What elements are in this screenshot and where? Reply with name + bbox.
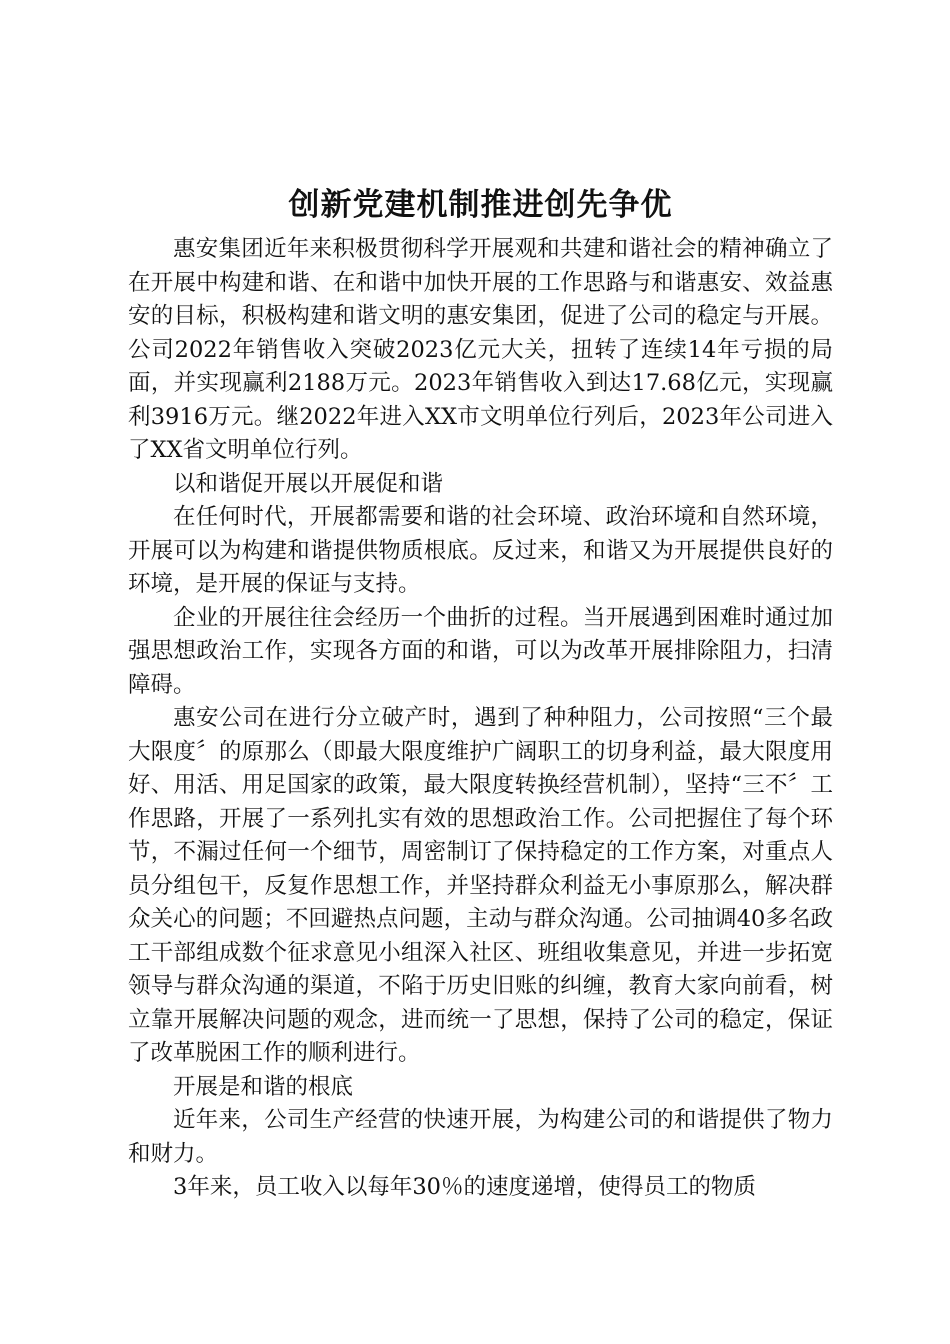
intro-paragraph: 惠安集团近年来积极贯彻科学开展观和共建和谐社会的精神确立了在开展中构建和谐、在和谐中加快开展的工作思路与和谐惠安、效益惠安的目标，积极构建和谐文明的惠安集团，促进了公司的稳定与开展。公司2022年销售收入突破2023亿元大关，扭转了连续14年亏损的局面，并实现赢利2188万元。2023年销售收入到达17.68亿元，实现赢利3916万元。继2022年进入XX市文明单位行列后，2023年公司进入了XX省文明单位行列。 [128, 236, 833, 463]
body-paragraph: 惠安公司在进行分立破产时，遇到了种种阻力，公司按照“三个最大限度〞的原那么（即最大限度维护广阔职工的切身利益，最大限度用好、用活、用足国家的政策，最大限度转换经营机制），坚持“三不〞工作思路，开展了一系列扎实有效的思想政治工作。公司把握住了每个环节，不漏过任何一个细节，周密制订了保持稳定的工作方案，对重点人员分组包干，反复作思想工作，并坚持群众利益无小事原那么，解决群众关心的问题；不回避热点问题，主动与群众沟通。公司抽调40多名政工干部组成数个征求意见小组深入社区、班组收集意见，并进一步拓宽领导与群众沟通的渠道，不陷于历史旧账的纠缠，教育大家向前看，树立靠开展解决问题的观念，进而统一了思想，保持了公司的稳定，保证了改革脱困工作的顺利进行。 [128, 705, 833, 1066]
document-page [128, 183, 833, 1205]
body-paragraph: 3年来，员工收入以每年30％的速度递增，使得员工的物质 [173, 1174, 756, 1200]
body-paragraph: 在任何时代，开展都需要和谐的社会环境、政治环境和自然环境，开展可以为构建和谐提供物质根底。反过来，和谐又为开展提供良好的环境，是开展的保证与支持。 [128, 504, 833, 597]
body-paragraph: 企业的开展往往会经历一个曲折的过程。当开展遇到困难时通过加强思想政治工作，实现各方面的和谐，可以为改革开展排除阻力，扫清障碍。 [128, 604, 833, 698]
body-paragraph: 近年来，公司生产经营的快速开展，为构建公司的和谐提供了物力和财力。 [128, 1107, 833, 1167]
section-heading-harmony-development: 以和谐促开展以开展促和谐 [173, 470, 444, 497]
document-title: 创新党建机制推进创先争优 [288, 187, 673, 223]
section-heading-development-foundation: 开展是和谐的根底 [173, 1073, 354, 1100]
